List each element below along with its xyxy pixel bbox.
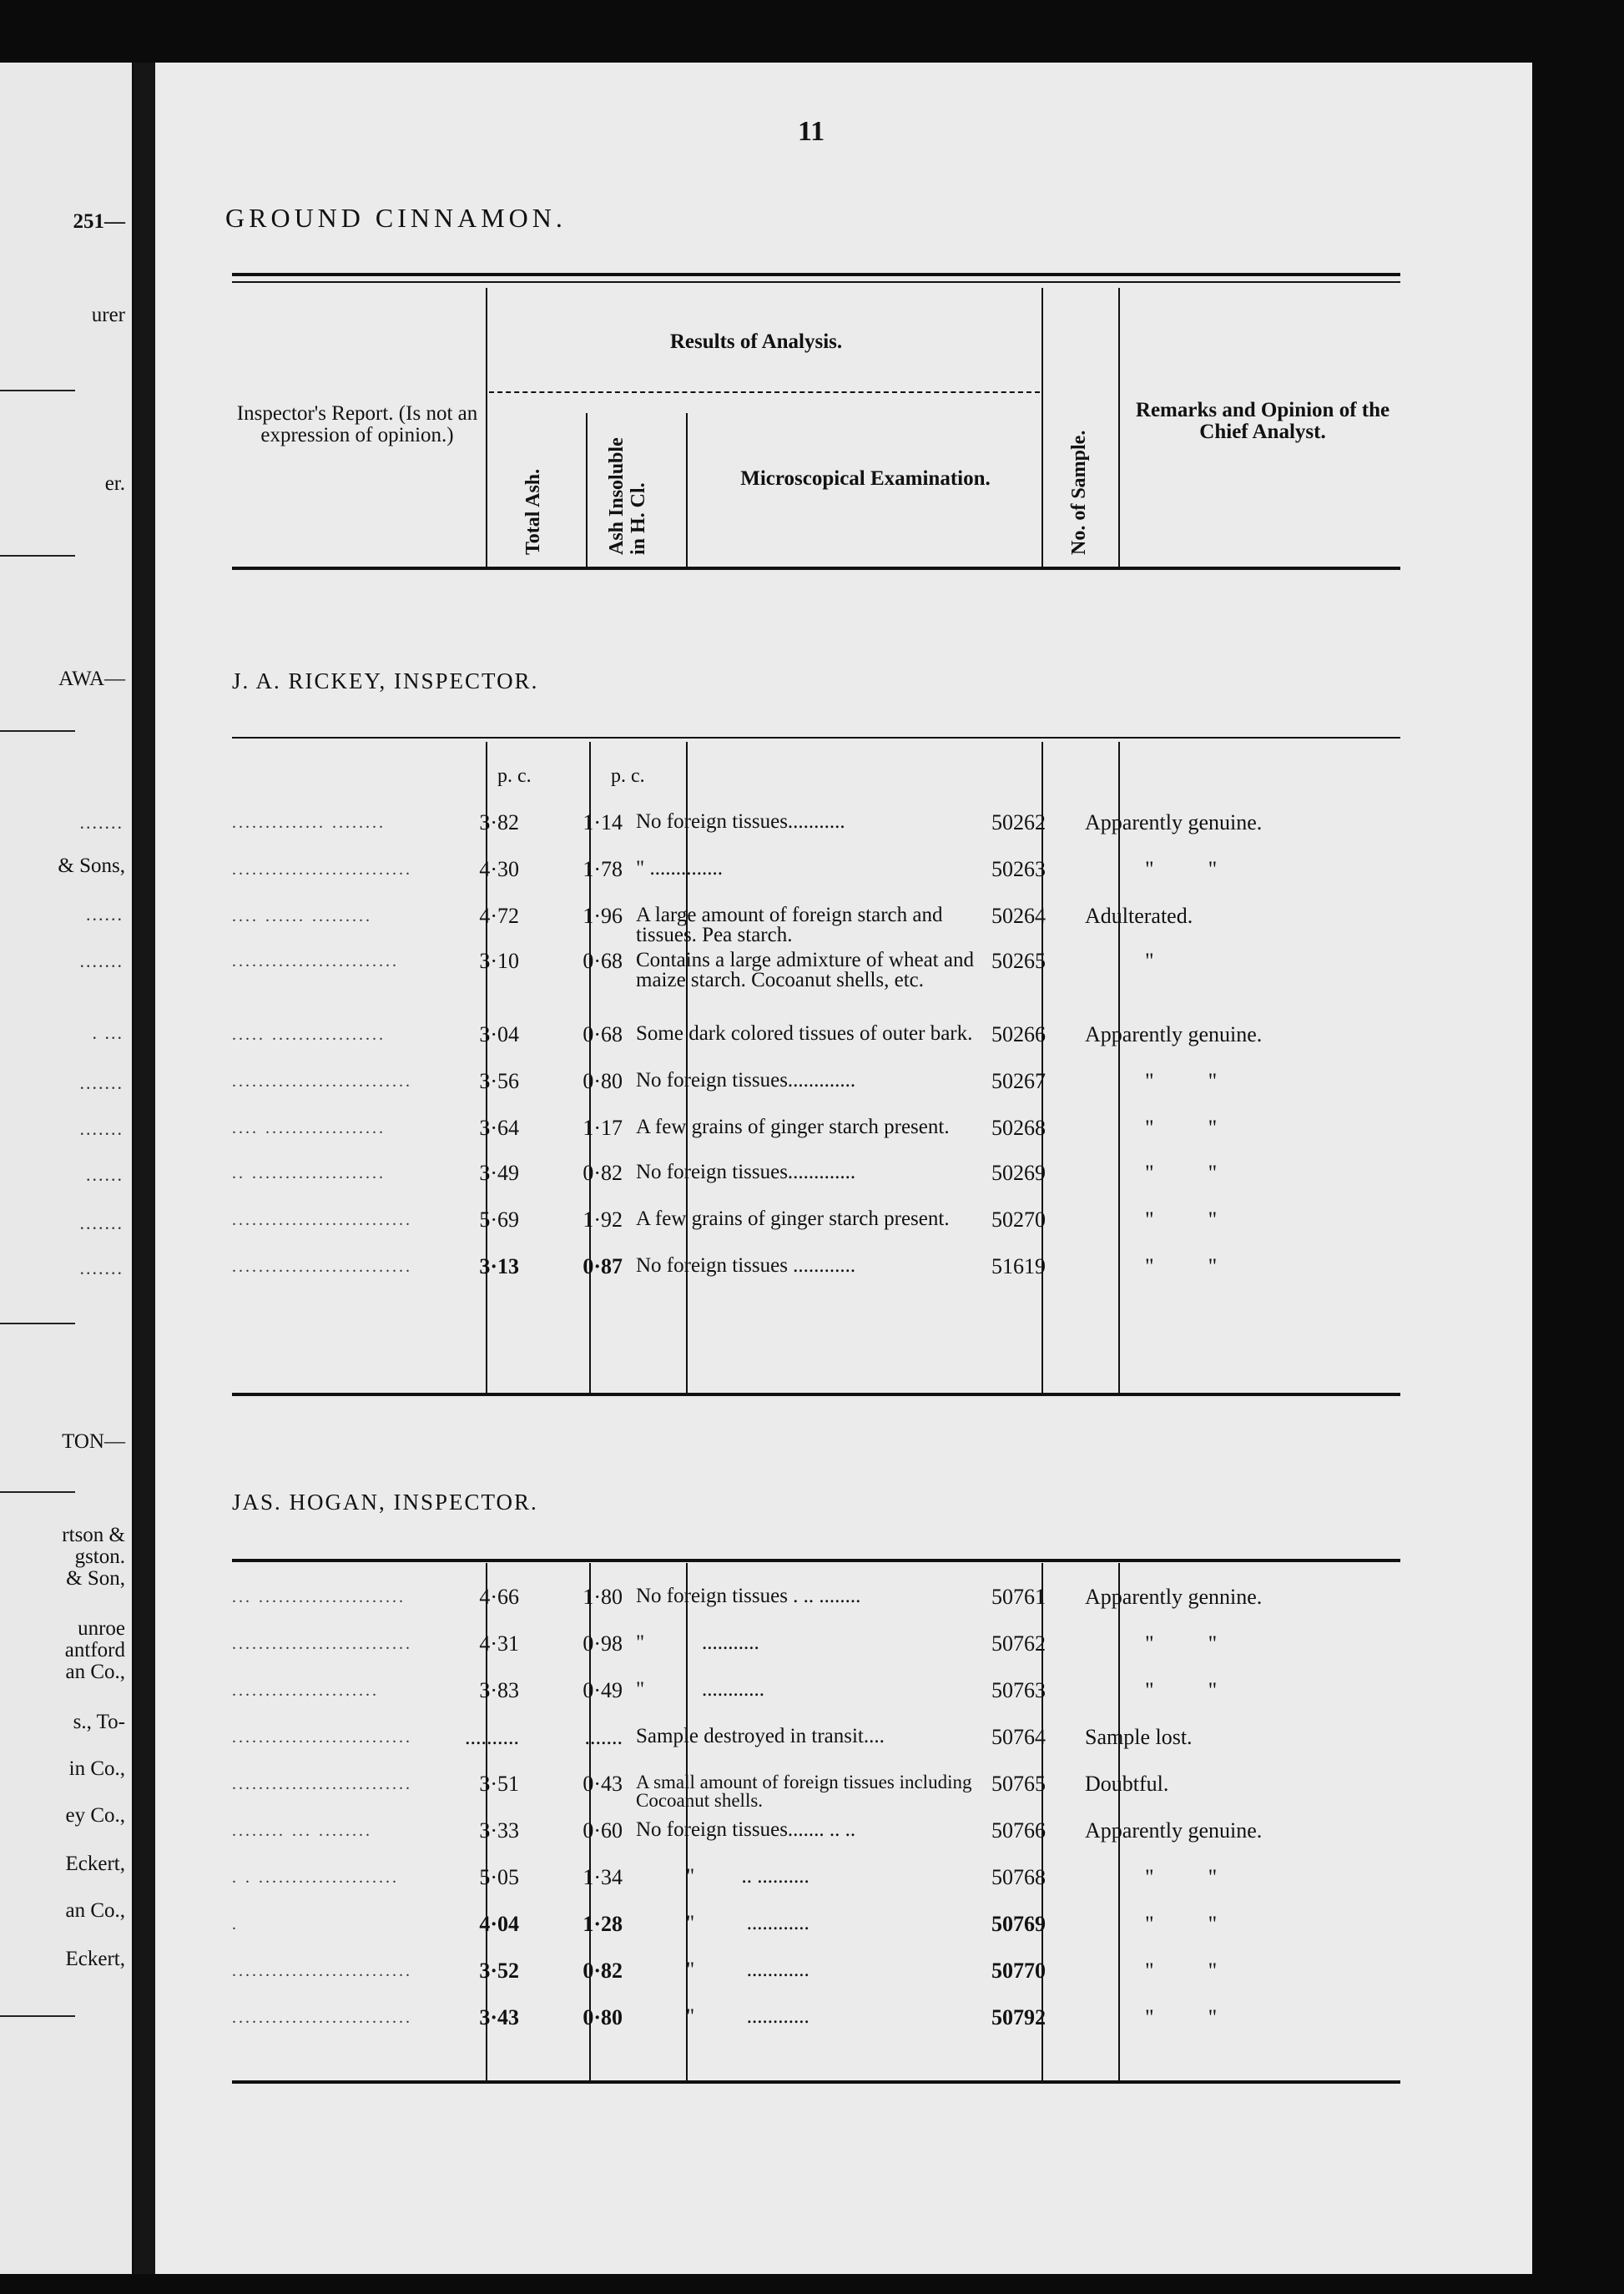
ash-insoluble-header: Ash Insoluble in H. Cl. xyxy=(606,437,650,555)
left-fragment: er. xyxy=(104,472,125,495)
table-row xyxy=(232,1024,1450,1069)
remarks-text: " " xyxy=(1145,1116,1218,1140)
table-row xyxy=(232,905,1450,950)
inspector-heading: J. A. RICKEY, INSPECTOR. xyxy=(232,668,539,693)
leader-dots: .... .................. xyxy=(232,1119,386,1137)
leader-dots: ...... xyxy=(86,904,124,925)
microscopical-text: No foreign tissues............. xyxy=(636,1161,856,1183)
leader-dots: ......................... xyxy=(232,952,399,971)
total-ash-value: 3·56 xyxy=(479,1069,519,1093)
left-fragment: antford xyxy=(64,1639,125,1661)
group-top-rule xyxy=(232,1559,1400,1562)
ash-insoluble-value: 0·87 xyxy=(583,1254,623,1278)
unit-label: p. c. xyxy=(611,765,645,787)
sample-number: 50269 xyxy=(991,1161,1046,1185)
leader-dots: ........................... xyxy=(232,1072,412,1091)
remarks-text: " " xyxy=(1145,1865,1218,1889)
microscopical-text: No foreign tissues....... .. .. xyxy=(636,1818,856,1841)
sample-number: 50769 xyxy=(991,1912,1046,1936)
table-row xyxy=(232,1773,1450,1818)
ash-insoluble-value: 1·17 xyxy=(583,1116,623,1140)
inspector-report-header: Inspector's Report. (Is not an expression of opinion.) xyxy=(236,402,478,447)
table-row xyxy=(232,1071,1450,1116)
left-fragment: gston. xyxy=(74,1545,125,1568)
microscopical-text: Sample destroyed in transit.... xyxy=(636,1725,885,1747)
total-ash-value: 4·04 xyxy=(479,1912,519,1936)
left-fragment: Eckert, xyxy=(65,1853,125,1875)
remarks-text: Doubtful. xyxy=(1085,1772,1169,1796)
total-ash-value: 3·49 xyxy=(479,1161,519,1185)
leader-dots: .............. ........ xyxy=(232,814,386,832)
sample-number: 50262 xyxy=(991,810,1046,834)
header-top-rule xyxy=(232,273,1400,276)
group-bottom-rule xyxy=(232,1393,1400,1396)
ash-insoluble-value: 0·49 xyxy=(583,1678,623,1702)
left-fragment: unroe xyxy=(78,1617,125,1640)
column-divider xyxy=(1118,288,1120,567)
column-divider xyxy=(686,413,688,567)
table-bottom-rule xyxy=(232,2080,1400,2084)
remarks-text: Apparently genuine. xyxy=(1085,1022,1263,1046)
leader-dots: ........................... xyxy=(232,2009,412,2027)
leader-dots: ........................... xyxy=(232,1211,412,1229)
unit-label: p. c. xyxy=(497,765,532,787)
ash-insoluble-value: 0·82 xyxy=(583,1161,623,1185)
sample-number: 50768 xyxy=(991,1865,1046,1889)
divider xyxy=(0,2015,75,2017)
sample-number: 50270 xyxy=(991,1208,1046,1232)
divider xyxy=(0,555,75,557)
total-ash-value: 3·13 xyxy=(479,1254,519,1278)
leader-dots: . . ..................... xyxy=(232,1868,399,1887)
sample-number: 50764 xyxy=(991,1725,1046,1749)
left-fragment: 251— xyxy=(73,210,125,233)
ash-insoluble-value: 0·60 xyxy=(583,1818,623,1843)
sample-number: 50268 xyxy=(991,1116,1046,1140)
divider xyxy=(0,730,75,732)
microscopical-text: A small amount of foreign tissues including Cocoanut shells. xyxy=(636,1772,972,1811)
table-row xyxy=(232,1820,1450,1865)
total-ash-value: 3·43 xyxy=(479,2005,519,2029)
total-ash-value: 4·30 xyxy=(479,857,519,881)
remarks-text: " " xyxy=(1145,1208,1218,1232)
left-fragment: an Co., xyxy=(65,1899,125,1922)
section-title: GROUND CINNAMON. xyxy=(225,203,567,233)
remarks-text: Apparently genuine. xyxy=(1085,810,1263,834)
left-fragment: & Son, xyxy=(66,1567,125,1590)
left-fragment: s., To- xyxy=(73,1711,125,1733)
remarks-text: Sample lost. xyxy=(1085,1725,1193,1749)
microscopical-header: Microscopical Examination. xyxy=(740,467,991,490)
ash-insoluble-value: 1·34 xyxy=(583,1865,623,1889)
results-subheader-rule xyxy=(489,391,1040,393)
total-ash-value: 3·10 xyxy=(479,949,519,973)
table-row xyxy=(232,1680,1450,1725)
left-fragment: rtson & xyxy=(62,1524,125,1546)
sample-number: 50792 xyxy=(991,2005,1046,2029)
leader-dots: ....... xyxy=(79,812,124,833)
header-bottom-rule xyxy=(232,567,1400,570)
inspector-heading: JAS. HOGAN, INSPECTOR. xyxy=(232,1490,538,1515)
sample-number: 50761 xyxy=(991,1585,1046,1609)
total-ash-value: 3·52 xyxy=(479,1959,519,1983)
divider xyxy=(0,390,75,391)
left-fragment: AWA— xyxy=(58,668,125,690)
table-row xyxy=(232,1913,1450,1959)
ash-insoluble-value: 0·98 xyxy=(583,1631,623,1656)
sample-number: 50267 xyxy=(991,1069,1046,1093)
ash-insoluble-value: 1·14 xyxy=(583,810,623,834)
leader-dots: ........................... xyxy=(232,860,412,879)
sample-number: 51619 xyxy=(991,1254,1046,1278)
table-row xyxy=(232,1586,1450,1631)
leader-dots: ..... ................. xyxy=(232,1026,386,1044)
table-row xyxy=(232,1162,1450,1208)
remarks-header: Remarks and Opinion of the Chief Analyst. xyxy=(1135,399,1390,444)
leader-dots: ....... xyxy=(79,950,124,971)
group-top-rule xyxy=(232,737,1400,739)
table-row xyxy=(232,1633,1450,1678)
book-spine xyxy=(134,63,155,2274)
sample-number: 50265 xyxy=(991,949,1046,973)
ash-insoluble-value: 0·43 xyxy=(583,1772,623,1796)
results-header: Results of Analysis. xyxy=(669,330,843,353)
leader-dots: ....... xyxy=(79,1118,124,1139)
left-fragment: TON— xyxy=(62,1430,125,1453)
left-fragment: Eckert, xyxy=(65,1948,125,1970)
table-row xyxy=(232,1867,1450,1912)
ash-insoluble-value: 1·80 xyxy=(583,1585,623,1609)
table-row xyxy=(232,1727,1450,1772)
microscopical-text: No foreign tissues . .. ........ xyxy=(636,1585,861,1607)
total-ash-value: 3·33 xyxy=(479,1818,519,1843)
total-ash-value: 3·64 xyxy=(479,1116,519,1140)
sample-number: 50763 xyxy=(991,1678,1046,1702)
leader-dots: .... ...... ......... xyxy=(232,907,372,925)
microscopical-text: No foreign tissues............. xyxy=(636,1069,856,1092)
microscopical-text: A few grains of ginger starch present. xyxy=(636,1116,950,1138)
total-ash-value: 3·83 xyxy=(479,1678,519,1702)
ash-insoluble-value: 0·80 xyxy=(583,1069,623,1093)
column-divider xyxy=(486,288,487,567)
microscopical-text: " ............ xyxy=(686,1959,809,1981)
ash-insoluble-value: 0·80 xyxy=(583,2005,623,2029)
remarks-text: " " xyxy=(1145,1678,1218,1702)
left-fragment: an Co., xyxy=(65,1661,125,1683)
remarks-text: " " xyxy=(1145,1959,1218,1983)
microscopical-text: No foreign tissues........... xyxy=(636,810,845,833)
microscopical-text: No foreign tissues ............ xyxy=(636,1254,856,1277)
ash-insoluble-value: 1·92 xyxy=(583,1208,623,1232)
leader-dots: ........................... xyxy=(232,1728,412,1747)
table-row xyxy=(232,1960,1450,2005)
table-row xyxy=(232,1117,1450,1162)
microscopical-text: " ............ xyxy=(636,1678,764,1701)
total-ash-value: 3·51 xyxy=(479,1772,519,1796)
total-ash-value: 3·04 xyxy=(479,1022,519,1046)
ash-insoluble-value: 0·82 xyxy=(583,1959,623,1983)
total-ash-value: 5·69 xyxy=(479,1208,519,1232)
leader-dots: . xyxy=(232,1915,239,1934)
leader-dots: . ... xyxy=(92,1022,124,1043)
ash-insoluble-value: 1·96 xyxy=(583,904,623,928)
sample-number: 50770 xyxy=(991,1959,1046,1983)
document-page xyxy=(155,63,1532,2274)
total-ash-value: 5·05 xyxy=(479,1865,519,1889)
remarks-text: " " xyxy=(1145,1631,1218,1656)
remarks-text: " " xyxy=(1145,1069,1218,1093)
microscopical-text: " .............. xyxy=(636,857,723,880)
leader-dots: ........................... xyxy=(232,1775,412,1793)
remarks-text: " " xyxy=(1145,1254,1218,1278)
ash-insoluble-value: 0·68 xyxy=(583,1022,623,1046)
divider xyxy=(0,1323,75,1324)
sample-number: 50266 xyxy=(991,1022,1046,1046)
table-row xyxy=(232,1256,1450,1301)
leader-dots: ........ ... ........ xyxy=(232,1822,372,1840)
sample-number: 50766 xyxy=(991,1818,1046,1843)
microscopical-text: A few grains of ginger starch present. xyxy=(636,1208,950,1230)
microscopical-text: A large amount of foreign starch and tissues. Pea starch. xyxy=(636,904,943,946)
total-ash-value: 4·31 xyxy=(479,1631,519,1656)
sample-number: 50765 xyxy=(991,1772,1046,1796)
microscopical-text: " .. .......... xyxy=(686,1865,809,1888)
leader-dots: ........................... xyxy=(232,1962,412,1980)
remarks-text: Adulterated. xyxy=(1085,904,1193,928)
leader-dots: ........................... xyxy=(232,1258,412,1276)
left-fragment: in Co., xyxy=(68,1757,125,1780)
microscopical-text: Contains a large admixture of wheat and maize starch. Cocoanut shells, etc. xyxy=(636,949,974,991)
microscopical-text: " ........... xyxy=(636,1631,759,1654)
total-ash-header: Total Ash. xyxy=(522,468,544,555)
leader-dots: ...... xyxy=(86,1164,124,1185)
table-row xyxy=(232,2007,1450,2052)
divider xyxy=(0,1491,75,1493)
microscopical-text: " ............ xyxy=(686,1912,809,1934)
left-page-fragment xyxy=(0,63,132,2274)
left-fragment: urer xyxy=(91,304,125,326)
total-ash-value: 4·72 xyxy=(479,904,519,928)
total-ash-value: 3·82 xyxy=(479,810,519,834)
column-divider xyxy=(1041,288,1043,567)
ash-insoluble-value: 1·28 xyxy=(583,1912,623,1936)
table-row xyxy=(232,950,1450,996)
remarks-text: Apparently genuine. xyxy=(1085,1818,1263,1843)
ash-insoluble-value: 1·78 xyxy=(583,857,623,881)
left-fragment: & Sons, xyxy=(58,855,125,877)
column-divider xyxy=(586,413,588,567)
total-ash-value: .......... xyxy=(465,1725,519,1749)
sample-number: 50263 xyxy=(991,857,1046,881)
leader-dots: ....... xyxy=(79,1213,124,1233)
table-row xyxy=(232,1209,1450,1254)
header-top-rule-thin xyxy=(232,281,1400,283)
sample-number: 50762 xyxy=(991,1631,1046,1656)
remarks-text: " " xyxy=(1145,2005,1218,2029)
leader-dots: ....... xyxy=(79,1258,124,1278)
remarks-text: Apparently gennine. xyxy=(1085,1585,1263,1609)
remarks-text: " " xyxy=(1145,857,1218,881)
table-row xyxy=(232,859,1450,904)
leader-dots: .. .................... xyxy=(232,1164,386,1182)
leader-dots: ... ...................... xyxy=(232,1588,406,1606)
sample-number: 50264 xyxy=(991,904,1046,928)
leader-dots: ........................... xyxy=(232,1635,412,1653)
ash-insoluble-value: ....... xyxy=(584,1725,623,1749)
total-ash-value: 4·66 xyxy=(479,1585,519,1609)
remarks-text: " " xyxy=(1145,1912,1218,1936)
left-fragment: ey Co., xyxy=(65,1804,125,1827)
table-row xyxy=(232,812,1450,857)
remarks-text: " xyxy=(1145,949,1154,973)
microscopical-text: " ............ xyxy=(686,2005,809,2028)
microscopical-text: Some dark colored tissues of outer bark. xyxy=(636,1022,973,1045)
page-number: 11 xyxy=(798,116,825,147)
leader-dots: ...................... xyxy=(232,1681,379,1700)
remarks-text: " " xyxy=(1145,1161,1218,1185)
ash-insoluble-value: 0·68 xyxy=(583,949,623,973)
sample-no-header: No. of Sample. xyxy=(1068,430,1090,555)
leader-dots: ....... xyxy=(79,1072,124,1093)
